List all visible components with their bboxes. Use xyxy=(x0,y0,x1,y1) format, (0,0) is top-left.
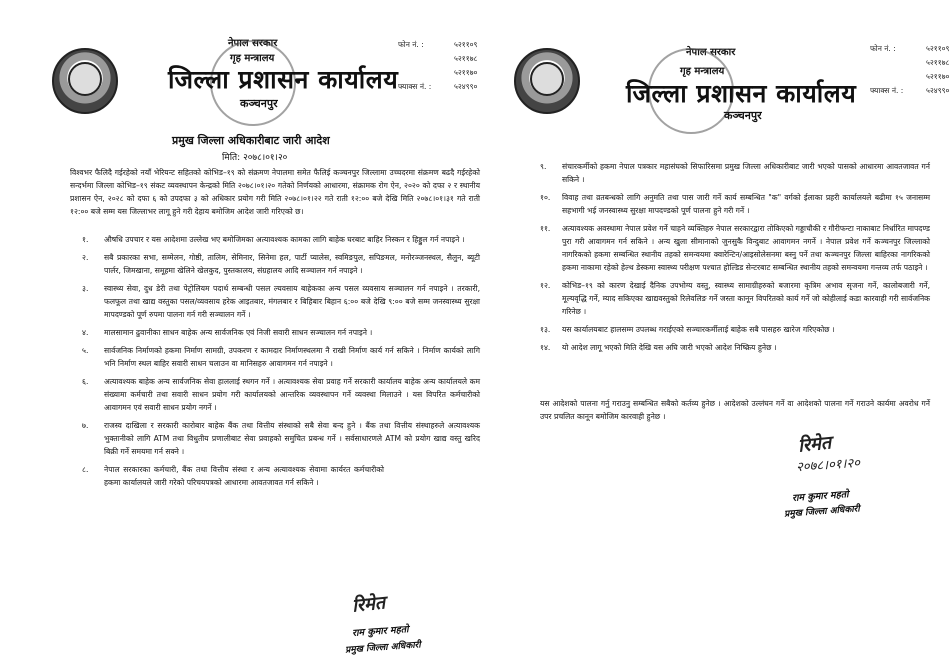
government-name: नेपाल सरकार xyxy=(686,47,736,58)
signature-scrawl: रिमेत xyxy=(351,592,387,617)
fax-number: ५२४९९० xyxy=(926,86,949,95)
signature-scrawl: रिमेत xyxy=(797,432,833,457)
phone-number: ५२११०९ xyxy=(926,44,949,53)
list-item: ४. मालसामान ढुवानीका साधन बाहेक अन्य सार्वजनिक एवं निजी सवारी साधन सञ्चालन गर्न नपाइने । xyxy=(82,328,373,337)
list-item: ८. नेपाल सरकारका कर्मचारी, बैंक तथा वित्तीय संस्था र अन्य अत्यावश्यक सेवामा कार्यरत कर्मचारीको हकमा कार्यालयले जारी गरेको परिचयपत्रको आधारमा आवतजावत गर्न सकिने । xyxy=(82,465,384,487)
nepal-emblem-icon xyxy=(52,48,118,114)
order-list xyxy=(540,160,930,354)
list-item: ५. सार्वजनिक निर्माणको हकमा निर्माण सामग्री, उपकरण र कामदार निर्माणस्थलमा नै राखी निर्माण कार्य गर्न सकिने । निर्माण कार्यको लागि भनि निर्माण स्थल बाहिर सवारी साधन चलाउन वा मानिसहरु आवागमन गर्न नपाइने । xyxy=(82,346,480,368)
list-item: १३. यस कार्यालयबाट हालसम्म उपलब्ध गराईएको सञ्चारकर्मीलाई बाहेक सबै पासहरु खारेज गरिएकोछ । xyxy=(540,325,835,334)
signature-date: २०७८।०१।२० xyxy=(795,455,861,476)
phone-number: ५२११७० xyxy=(454,68,478,77)
signatory-name: राम कुमार महतो xyxy=(791,489,849,504)
list-item: ३. स्वास्थ्य सेवा, दुध डेरी तथा पेट्रोलियम पदार्थ सम्बन्धी पसल ल्यवसाय बाहेकका अन्य पसल व्यवसाय सञ्चालन गर्न नपाइने । तरकारी, फलफूल तथा खाद्य वस्तुका पसल/व्यवसाय हरेक आइतबार, मंगलबार र बिहिबार बिहान ६:०० बजे देखि ९:०० बजे सम्म जनस्वास्थ्य सुरक्षा मापदण्डको पूर्ण रुपमा पालना गर्न गरी सञ्चालन गर्ने । xyxy=(82,284,480,319)
office-name: जिल्ला प्रशासन कार्यालय xyxy=(626,79,857,108)
phone-number: ५२११७८ xyxy=(926,58,949,67)
fax-number: ५२४९९० xyxy=(454,82,478,91)
list-item: १. औषधि उपचार र यस आदेशमा उल्लेख भए बमोजिमका अत्यावश्यक कामका लागि बाहेक घरबाट बाहिर निस्कन र हिड्डुल गर्न नपाइने । xyxy=(82,235,465,244)
district-name: कञ्चनपुर xyxy=(724,109,762,122)
fax-label: फ्याक्स नं. : xyxy=(870,86,904,95)
list-item: १०. विवाह तथा व्रतबन्धको लागि अनुमति तथा पास जारी गर्ने कार्य सम्बन्धित "क" वर्गको ईलाका प्रहरी कार्यालयले बढीमा १५ जनासम्म सहभागी भई जनस्वास्थ्य सुरक्षा मापदण्डको पूर्ण पालना हुने गरी गर्ने । xyxy=(540,193,930,215)
list-item: १२. कोभिड–१९ को कारण देखाई दैनिक उपभोग्य वस्तु, स्वास्थ्य सामाग्रीहरुको बजारमा कृत्रिम अभाव सृजना गर्ने, कालोबजारी गर्ने, मूल्यवृद्धि गर्ने, म्याद सकिएका खाद्यवस्तुको रिलेवलिङ गर्ने जस्ता कानून विपरितको कार्य गर्ने जो कोहीलाई कडा कारवाही गरी सार्वजनिक गरिनेछ । xyxy=(540,281,930,316)
closing-paragraph: यस आदेशको पालना गर्नु गराउनु सम्बन्धित सबैको कर्तव्य हुनेछ । आदेशको उल्लंघन गर्ने वा आदेशको पालना गर्ने गराउने कार्यमा अवरोध गर्ने उपर प्रचलित कानून बमोजिम कारवाही हुनेछ । xyxy=(540,399,930,421)
district-name: कञ्चनपुर xyxy=(240,97,278,110)
contact-numbers xyxy=(870,42,949,98)
ministry-name: गृह मन्त्रालय xyxy=(230,53,275,64)
signatory-title: प्रमुख जिल्ला अधिकारी xyxy=(344,640,422,656)
office-name: जिल्ला प्रशासन कार्यालय xyxy=(168,65,399,94)
ministry-name: गृह मन्त्रालय xyxy=(680,66,725,77)
list-item: ७. राजस्व दाखिला र सरकारी कारोबार बाहेक बैंक तथा वित्तीय संस्थाको सबै सेवा बन्द हुने । बैंक तथा वित्तीय संस्थाहरुले अत्यावश्यक भुक्तानीको लागि ATM तथा विधुतीय प्रणालीबाट सेवा प्रवाहको समुचित प्रबन्ध गर्ने । सर्वसाधारणले ATM को प्रयोग खाद्य वस्तु खरिद बिक्री गर्ने समयमा गर्न सक्ने । xyxy=(82,421,480,456)
phone-number: ५२११७० xyxy=(926,72,949,81)
order-list xyxy=(82,233,480,489)
contact-numbers xyxy=(398,38,477,94)
signatory-title: प्रमुख जिल्ला अधिकारी xyxy=(783,504,861,520)
order-title: प्रमुख जिल्ला अधिकारीबाट जारी आदेश xyxy=(172,134,330,147)
list-item: ११. अत्यावश्यक अवस्थामा नेपाल प्रवेश गर्ने चाहने व्यक्तिहरु नेपाल सरकारद्वारा तोकिएको गड्डाचौकी र गौरीफन्टा नाकाबाट निर्धारित मापदण्ड पुरा गरी आवागमन गर्न सकिने । अन्य खुला सीमानाको जुनसुकै विन्दुबाट आवागमन नगर्ने । नेपाल प्रवेश गर्ने कञ्चनपुर जिल्लाको नागरिकको हकमा सम्बन्धित स्थानीय तहको समन्वयमा क्वारेन्टिन/आइसोलेसनमा बस्नु पर्ने तथा कञ्चनपुर जिल्ला बाहिरका नागरिकको हकमा नाकामा रहेको हेल्थ डेस्कमा स्वास्थ्य परीक्षण पश्चात होल्डिड सेन्टरबाट सम्बन्धित स्थानीय तहको समन्वयमा गन्तव्य तर्फ पठाइने । xyxy=(540,224,930,272)
phone-number: ५२११७८ xyxy=(454,54,478,63)
list-item: ६. अत्यावश्यक बाहेक अन्य सार्वजनिक सेवा हाललाई स्थगन गर्ने । अत्यावश्यक सेवा प्रवाह गर्ने सरकारी कार्यालय बाहेक अन्य कार्यालयले कम संख्यामा कर्मचारी तथा सवारी साधन प्रयोग गरी कार्यालयको आन्तरिक व्यवस्थापन गर्ने व्यवस्था मिलाउने । यस विपरित कर्मचारीको आवागमन एवं सवारी साधन प्रयोग नगर्ने । xyxy=(82,377,480,412)
order-date: मिति: २०७८।०१।२० xyxy=(222,153,288,163)
list-item: २. सबै प्रकारका सभा, सम्मेलन, गोष्ठी, तालिम, सेमिनार, सिनेमा हल, पार्टी प्यालेस, स्वमिङपुल, सपिङमल, मनोरञ्जनस्थल, सैलुन, ब्यूटी पार्लर, जिमखाना, समूहमा खेलिने खेलकुद, पुस्तकालय, संग्रहालय आदि सञ्चालन गर्न नपाइने । xyxy=(82,253,480,275)
fax-label: फ्याक्स नं. : xyxy=(398,82,432,91)
phone-label: फोन नं. : xyxy=(398,40,424,49)
phone-label: फोन नं. : xyxy=(870,44,896,53)
list-item: १४. यो आदेश लागू भएको मिति देखि यस अघि जारी भएको आदेश निष्क्रिय हुनेछ । xyxy=(540,343,777,352)
phone-number: ५२११०९ xyxy=(454,40,478,49)
list-item: ९. संचारकर्मीको हकमा नेपाल पत्रकार महासंघको सिफारिसमा प्रमुख जिल्ला अधिकारीबाट जारी भएको पासको आधारमा आवतजावत गर्न सकिने । xyxy=(540,162,930,184)
nepal-emblem-icon xyxy=(514,48,580,114)
signatory-name: राम कुमार महतो xyxy=(351,624,409,639)
government-name: नेपाल सरकार xyxy=(228,38,278,49)
order-page-2 xyxy=(500,0,949,664)
intro-paragraph: विश्वभर फैलिदै गईरहेको नयाँ भेरियन्ट सहितको कोभिड–१९ को संक्रमण नेपालमा समेत फैलिई कञ्चनपुर जिल्लामा उच्चदरमा संक्रमण बढदै गईरहेको सन्दर्भमा जिल्ला कोभिड–१९ संकट व्यवस्थापन केन्द्रको मिति २०७८।०१।२० गतेको निर्णयको आधारमा, संक्रामक रोग ऐन, २०२० को दफा २ र स्थानीय प्रशासन ऐन, २०२८ को दफा ६ को उपदफा ३ को अधिकार प्रयोग गरी मिति २०७८।०१।२२ गते राती १२:०० बजे देखि मिति २०७८।०१।३१ गते राती १२:०० बजे सम्म यस जिल्लाभर लागू हुने गरी देहाय बमोजिम आदेश जारी गरिएको छ। xyxy=(70,168,480,216)
